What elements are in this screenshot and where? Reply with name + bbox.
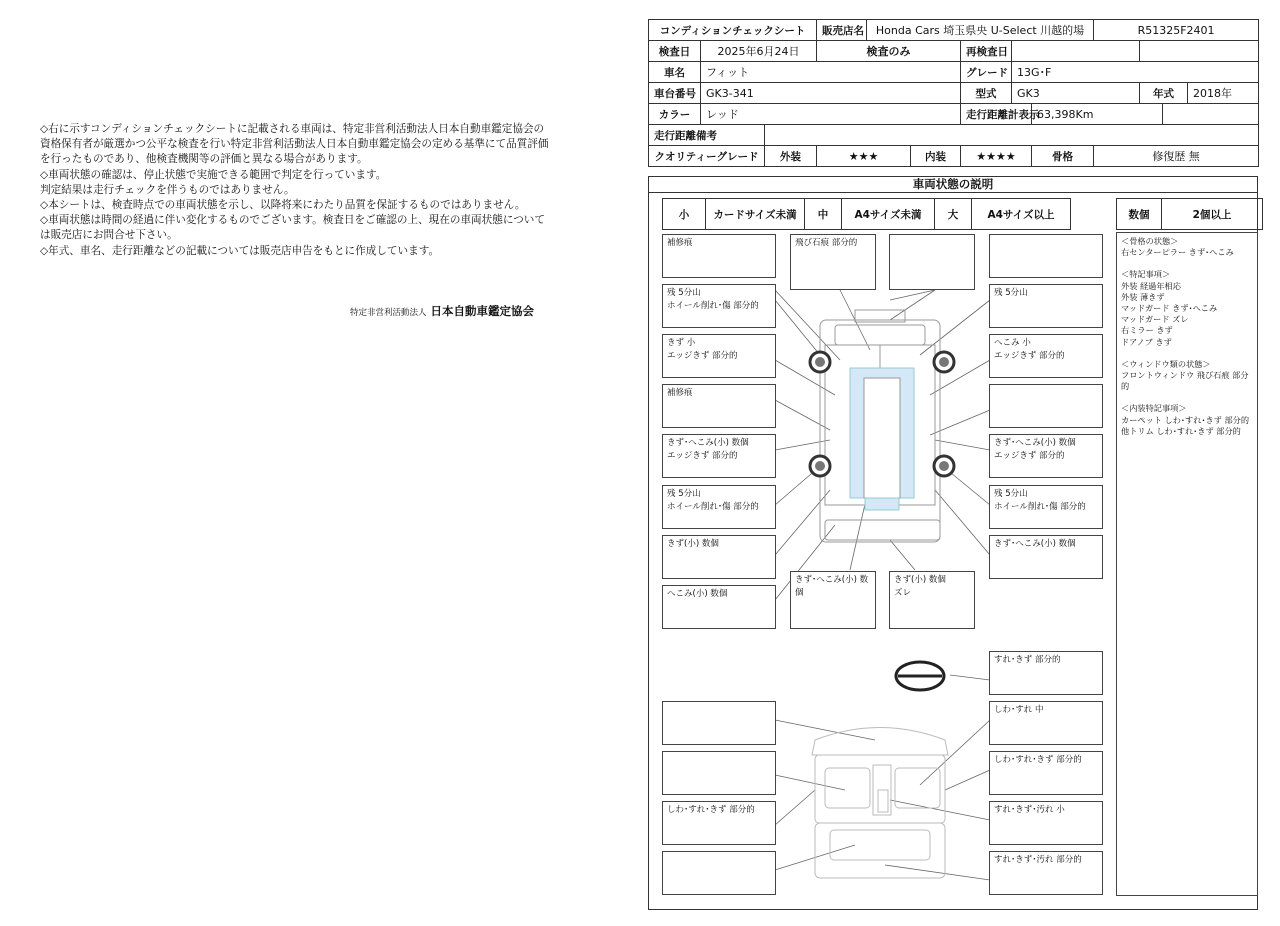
year-label: 年式 <box>1140 83 1188 104</box>
sheet-title: コンディションチェックシート <box>649 20 817 41</box>
note-heading: ＜骨格の状態＞ <box>1121 236 1179 246</box>
repair-history: 修復歴 無 <box>1094 146 1259 167</box>
special-items-block <box>1121 269 1253 347</box>
color: レッド <box>701 104 961 125</box>
association-prefix: 特定非営利活動法人 <box>350 308 427 318</box>
inspect-date: 2025年6月24日 <box>701 41 817 62</box>
dealer-label: 販売店名 <box>817 20 867 41</box>
condition-box-interior-left-4 <box>662 851 776 895</box>
condition-box-rear-bumper: きず･へこみ(小) 数個 <box>790 571 876 629</box>
odometer: 63,398Km <box>1032 104 1163 125</box>
special-notes-panel <box>1116 232 1258 896</box>
note-heading: ＜特記事項＞ <box>1121 269 1171 280</box>
count-label: 数個 <box>1117 199 1162 230</box>
condition-box-right-front-wheel: 残 5分山 <box>989 284 1103 328</box>
note-item: ドアノブ きず <box>1121 336 1172 347</box>
condition-box-interior-right-1: しわ･すれ 中 <box>989 701 1103 745</box>
quality-grade-label: クオリティーグレード <box>649 146 765 167</box>
condition-box-interior-right-4: すれ･きず･汚れ 部分的 <box>989 851 1103 895</box>
legend-medium-desc: A4サイズ未満 <box>842 199 935 230</box>
condition-box-left-front-wheel: 残 5分山 ホイール削れ･傷 部分的 <box>662 284 776 328</box>
condition-box-right-quarter: きず･へこみ(小) 数個 <box>989 535 1103 579</box>
condition-box-front-left-fender: 補修痕 <box>662 234 776 278</box>
condition-box-left-front-panel: きず 小 エッジきず 部分的 <box>662 334 776 378</box>
chassis-label: 車台番号 <box>649 83 701 104</box>
note-line: ◇車両状態は時間の経過に伴い変化するものでございます。検査日をご確認の上、現在の車両状態については販売店にお問合せ下さい。 <box>40 214 545 242</box>
count-value: 2個以上 <box>1162 199 1263 230</box>
chassis-number: GK3-341 <box>701 83 961 104</box>
model-label: 型式 <box>961 83 1012 104</box>
inspect-type: 検査のみ <box>817 41 961 62</box>
condition-box-left-quarter: きず(小) 数個 <box>662 535 776 579</box>
grade-label: グレード <box>961 62 1012 83</box>
note-item: 外装 経過年相応 <box>1121 280 1181 291</box>
condition-box-interior-right-2: しわ･すれ･きず 部分的 <box>989 751 1103 795</box>
note-line: ◇本シートは、検査時点での車両状態を示し、以降将来にわたり品質を保証するものではありません。 <box>40 199 526 212</box>
frame-label: 骨格 <box>1032 146 1094 167</box>
note-heading: ＜ウィンドウ類の状態＞ <box>1121 358 1211 369</box>
interior-stars: ★★★★ <box>961 146 1032 167</box>
sheet-id: R51325F2401 <box>1094 20 1259 41</box>
note-item: 右センターピラー きず･へこみ <box>1121 247 1234 258</box>
condition-box-steering: すれ･きず 部分的 <box>989 651 1103 695</box>
condition-box-right-front-door <box>989 384 1103 428</box>
condition-box-front-bumper: 飛び石痕 部分的 <box>790 234 876 290</box>
legend-small-desc: カードサイズ未満 <box>706 199 805 230</box>
exterior-stars: ★★★ <box>817 146 911 167</box>
interior-label: 内装 <box>911 146 961 167</box>
note-item: カーペット しわ･すれ･きず 部分的 <box>1121 414 1250 425</box>
note-line: ◇右に示すコンディションチェックシートに記載される車両は、特定非営利活動法人日本自動車鑑定協会の資格保有者が厳選かつ公平な検査を行い特定非営利活動法人日本自動車鑑定協会の定める基準にて品質評価を行ったものであり、他検査機関等の評価と異なる場合があります。 <box>40 123 549 166</box>
car-name-label: 車名 <box>649 62 701 83</box>
condition-box-right-rear-door: きず･へこみ(小) 数個 エッジきず 部分的 <box>989 434 1103 478</box>
note-item: マッドガード ズレ <box>1121 314 1189 325</box>
note-heading: ＜内装特記事項＞ <box>1121 403 1187 414</box>
frame-status-block <box>1121 236 1253 258</box>
grade: 13G･F <box>1012 62 1259 83</box>
condition-box-left-rear-door: きず･へこみ(小) 数個 エッジきず 部分的 <box>662 434 776 478</box>
steering-wheel-icon <box>896 662 944 690</box>
condition-box-front-right <box>889 234 975 290</box>
condition-box-front-right-fender <box>989 234 1103 278</box>
condition-box-interior-left-2 <box>662 751 776 795</box>
association-name: 日本自動車鑑定協会 <box>430 304 535 318</box>
note-item: 右ミラー きず <box>1121 325 1173 336</box>
condition-box-right-rear-wheel: 残 5分山 ホイール削れ･傷 部分的 <box>989 485 1103 529</box>
interior-notes-block <box>1121 403 1253 437</box>
condition-box-interior-left-3: しわ･すれ･きず 部分的 <box>662 801 776 845</box>
note-line: ◇年式、車名、走行距離などの記載については販売店申告をもとに作成しています。 <box>40 244 440 257</box>
reinspect-label: 再検査日 <box>961 41 1012 62</box>
window-status-block <box>1121 359 1253 393</box>
legend-small: 小 <box>663 199 706 230</box>
year: 2018年 <box>1188 83 1259 104</box>
color-label: カラー <box>649 104 701 125</box>
car-name: フィット <box>701 62 961 83</box>
condition-box-left-rear: へこみ(小) 数個 <box>662 585 776 629</box>
note-item: フロントウィンドウ 飛び石痕 部分的 <box>1121 370 1249 392</box>
condition-section-title: 車両状態の説明 <box>648 176 1258 193</box>
model: GK3 <box>1012 83 1140 104</box>
legend-large-desc: A4サイズ以上 <box>972 199 1071 230</box>
condition-box-right-front-panel: へこみ 小 エッジきず 部分的 <box>989 334 1103 378</box>
note-item: マッドガード きず･へこみ <box>1121 303 1218 314</box>
odometer-label: 走行距離計表示 <box>961 104 1032 125</box>
condition-box-interior-left-1 <box>662 701 776 745</box>
note-line: 判定結果は走行チェックを伴うものではありません。 <box>40 183 295 196</box>
exterior-label: 外装 <box>765 146 817 167</box>
condition-box-left-rear-wheel: 残 5分山 ホイール削れ･傷 部分的 <box>662 485 776 529</box>
dealer-name: Honda Cars 埼玉県央 U-Select 川越的場 <box>867 20 1094 41</box>
odometer-note-label: 走行距離備考 <box>649 125 765 146</box>
note-line: ◇車両状態の確認は、停止状態で実施できる範囲で判定を行っています。 <box>40 168 387 181</box>
condition-box-interior-right-3: すれ･きず･汚れ 小 <box>989 801 1103 845</box>
legend-large: 大 <box>935 199 972 230</box>
note-item: 外装 薄きず <box>1121 291 1165 302</box>
note-item: 他トリム しわ･すれ･きず 部分的 <box>1121 425 1241 436</box>
legend-medium: 中 <box>805 199 842 230</box>
condition-box-left-front-door: 補修痕 <box>662 384 776 428</box>
condition-box-rear-right: きず(小) 数個 ズレ <box>889 571 975 629</box>
inspect-date-label: 検査日 <box>649 41 701 62</box>
